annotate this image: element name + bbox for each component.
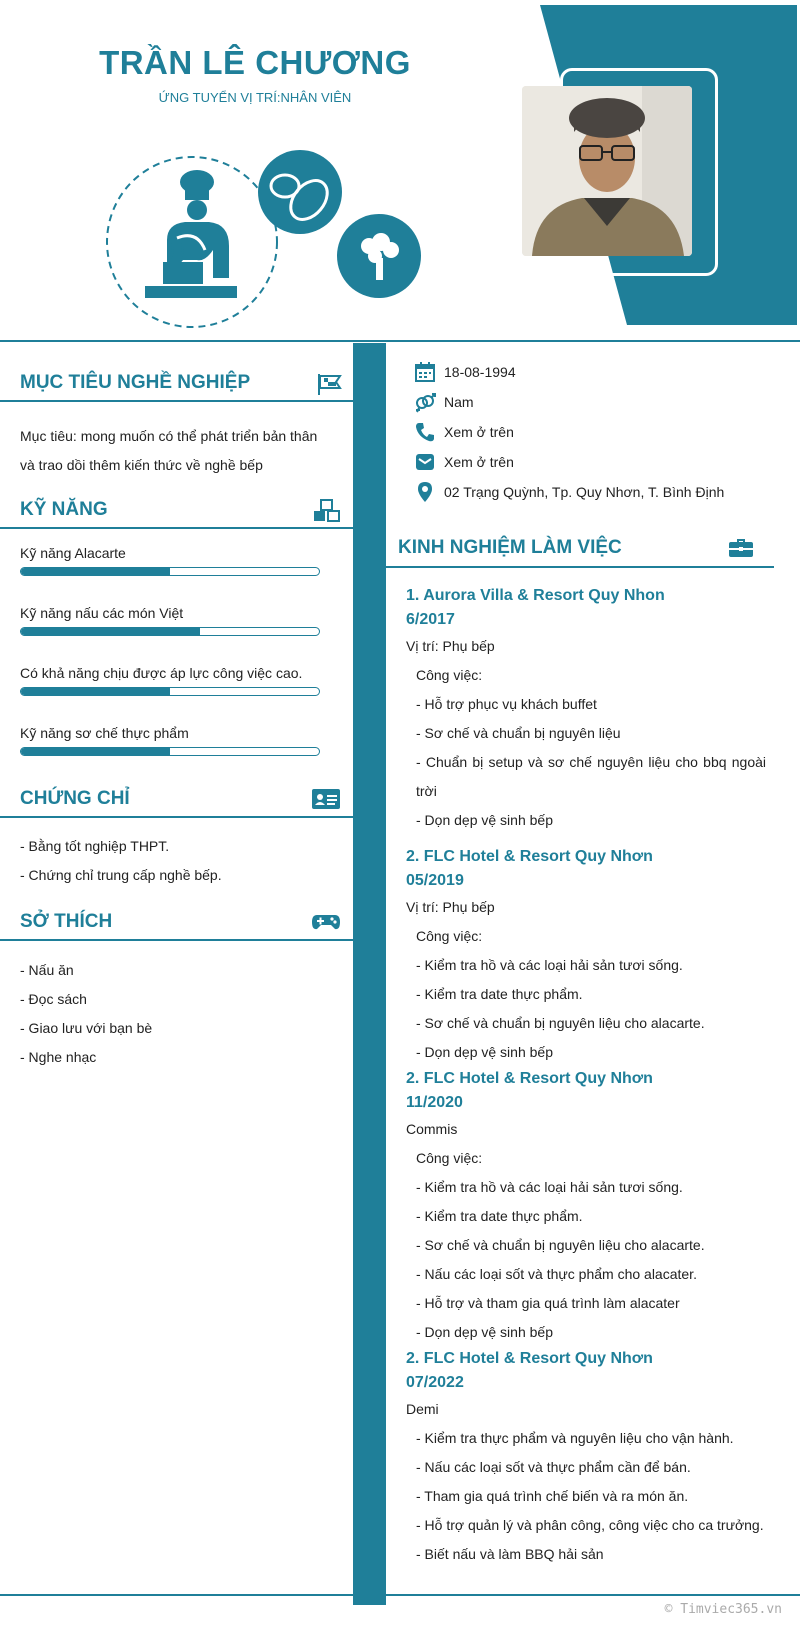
job-4-task-1: - Kiểm tra thực phẩm và nguyên liệu cho vận hành. bbox=[416, 1430, 734, 1446]
certificates-title: CHỨNG CHỈ bbox=[20, 788, 130, 809]
watermark: © Timviec365.vn bbox=[664, 1602, 782, 1617]
hobby-item-4: - Nghe nhạc bbox=[20, 1049, 97, 1065]
briefcase-icon bbox=[728, 535, 754, 559]
experience-title: KINH NGHIỆM LÀM VIỆC bbox=[398, 537, 622, 558]
objective-line-1: Mục tiêu: mong muốn có thể phát triển bản thân bbox=[20, 428, 318, 444]
hobbies-title: SỞ THÍCH bbox=[20, 911, 113, 932]
calendar-icon bbox=[414, 361, 436, 383]
job-1-task-3-cont: trời bbox=[416, 783, 437, 799]
envelope-icon bbox=[414, 451, 436, 473]
job-4-company: 2. FLC Hotel & Resort Quy Nhơn bbox=[406, 1350, 653, 1367]
job-2-company: 2. FLC Hotel & Resort Quy Nhơn bbox=[406, 848, 653, 865]
skill-bar-2 bbox=[20, 627, 320, 636]
location-pin-icon bbox=[414, 481, 436, 503]
job-1-company: 1. Aurora Villa & Resort Quy Nhon bbox=[406, 587, 665, 604]
job-3-task-1: - Kiểm tra hồ và các loại hải sản tươi sống. bbox=[416, 1179, 683, 1195]
skill-bar-3 bbox=[20, 687, 320, 696]
skill-bar-1 bbox=[20, 567, 320, 576]
experience-rule bbox=[386, 566, 774, 568]
id-card-icon bbox=[311, 787, 341, 811]
flag-icon bbox=[316, 372, 342, 396]
job-1-task-3: - Chuẩn bị setup và sơ chế nguyên liệu cho bbq ngoài bbox=[416, 754, 766, 770]
job-1-role: Vị trí: Phụ bếp bbox=[406, 638, 495, 654]
job-4-task-3: - Tham gia quá trình chế biến và ra món ăn. bbox=[416, 1488, 689, 1504]
job-3-task-4: - Nấu các loại sốt và thực phẩm cho alacater. bbox=[416, 1266, 697, 1282]
skill-fill-4 bbox=[21, 748, 170, 755]
job-1-date: 6/2017 bbox=[406, 611, 455, 628]
job-4-task-5: - Biết nấu và làm BBQ hải sản bbox=[416, 1546, 604, 1562]
phone-value: Xem ở trên bbox=[444, 424, 514, 440]
job-3-date: 11/2020 bbox=[406, 1094, 463, 1111]
email-value: Xem ở trên bbox=[444, 454, 514, 470]
job-1-tasks-label: Công việc: bbox=[416, 667, 483, 683]
hobbies-rule bbox=[0, 939, 353, 941]
job-3-company: 2. FLC Hotel & Resort Quy Nhơn bbox=[406, 1070, 653, 1087]
job-1-task-4: - Dọn dẹp vệ sinh bếp bbox=[416, 812, 553, 828]
job-3-tasks-label: Công việc: bbox=[416, 1150, 483, 1166]
center-column-bar bbox=[353, 343, 386, 1605]
applied-position: ỨNG TUYỂN VỊ TRÍ:NHÂN VIÊN bbox=[158, 90, 352, 105]
job-3-role: Commis bbox=[406, 1121, 458, 1137]
skills-rule bbox=[0, 527, 353, 529]
gender-icon bbox=[414, 391, 436, 413]
hobby-item-3: - Giao lưu với bạn bè bbox=[20, 1020, 153, 1036]
job-4-role: Demi bbox=[406, 1401, 439, 1417]
objective-line-2: và trao dồi thêm kiến thức về nghề bếp bbox=[20, 457, 263, 473]
profile-photo bbox=[522, 86, 692, 256]
job-3-task-6: - Dọn dẹp vệ sinh bếp bbox=[416, 1324, 553, 1340]
skill-fill-2 bbox=[21, 628, 200, 635]
job-2-task-2: - Kiểm tra date thực phẩm. bbox=[416, 986, 583, 1002]
job-1-task-1: - Hỗ trợ phục vụ khách buffet bbox=[416, 696, 597, 712]
hobby-item-1: - Nấu ăn bbox=[20, 962, 74, 978]
contact-phone bbox=[414, 420, 514, 444]
job-2-task-1: - Kiểm tra hồ và các loại hải sản tươi sống. bbox=[416, 957, 683, 973]
job-2-role: Vị trí: Phụ bếp bbox=[406, 899, 495, 915]
contact-address bbox=[414, 480, 724, 504]
skill-fill-3 bbox=[21, 688, 170, 695]
skill-label-2: Kỹ năng nấu các món Việt bbox=[20, 605, 184, 621]
objective-rule bbox=[0, 400, 353, 402]
objective-title: MỤC TIÊU NGHỀ NGHIỆP bbox=[20, 372, 251, 393]
skill-label-1: Kỹ năng Alacarte bbox=[20, 545, 126, 561]
job-4-date: 07/2022 bbox=[406, 1374, 464, 1391]
footer-divider bbox=[0, 1594, 800, 1596]
skill-fill-1 bbox=[21, 568, 170, 575]
gender-value: Nam bbox=[444, 394, 474, 410]
job-4-task-4: - Hỗ trợ quản lý và phân công, công việc cho ca trưởng. bbox=[416, 1517, 764, 1533]
candidate-name: TRẦN LÊ CHƯƠNG bbox=[99, 44, 411, 81]
job-2-date: 05/2019 bbox=[406, 872, 464, 889]
certificate-item-2: - Chứng chỉ trung cấp nghề bếp. bbox=[20, 867, 222, 883]
job-2-task-3: - Sơ chế và chuẩn bị nguyên liệu cho alacarte. bbox=[416, 1015, 705, 1031]
job-3-task-3: - Sơ chế và chuẩn bị nguyên liệu cho alacarte. bbox=[416, 1237, 705, 1253]
contact-dob bbox=[414, 360, 516, 384]
job-1-task-2: - Sơ chế và chuẩn bị nguyên liệu bbox=[416, 725, 621, 741]
address-value: 02 Trạng Quỳnh, Tp. Quy Nhơn, T. Bình Định bbox=[444, 484, 725, 500]
job-2-task-4: - Dọn dẹp vệ sinh bếp bbox=[416, 1044, 553, 1060]
job-3-task-2: - Kiểm tra date thực phẩm. bbox=[416, 1208, 583, 1224]
skills-title: KỸ NĂNG bbox=[20, 499, 108, 520]
chef-illustration bbox=[105, 150, 435, 330]
certificates-rule bbox=[0, 816, 353, 818]
phone-icon bbox=[414, 421, 436, 443]
skill-label-4: Kỹ năng sơ chế thực phẩm bbox=[20, 725, 189, 741]
job-3-task-5: - Hỗ trợ và tham gia quá trình làm alacater bbox=[416, 1295, 680, 1311]
contact-gender bbox=[414, 390, 474, 414]
header-divider bbox=[0, 340, 800, 342]
skill-label-3: Có khả năng chịu được áp lực công việc cao. bbox=[20, 665, 303, 681]
job-4-task-2: - Nấu các loại sốt và thực phẩm cần để bán. bbox=[416, 1459, 691, 1475]
contact-email bbox=[414, 450, 514, 474]
hobby-item-2: - Đọc sách bbox=[20, 991, 87, 1007]
skill-bar-4 bbox=[20, 747, 320, 756]
job-2-tasks-label: Công việc: bbox=[416, 928, 483, 944]
cubes-icon bbox=[312, 498, 342, 524]
gamepad-icon bbox=[311, 912, 341, 932]
certificate-item-1: - Bằng tốt nghiệp THPT. bbox=[20, 838, 170, 854]
dob-value: 18-08-1994 bbox=[444, 364, 516, 380]
